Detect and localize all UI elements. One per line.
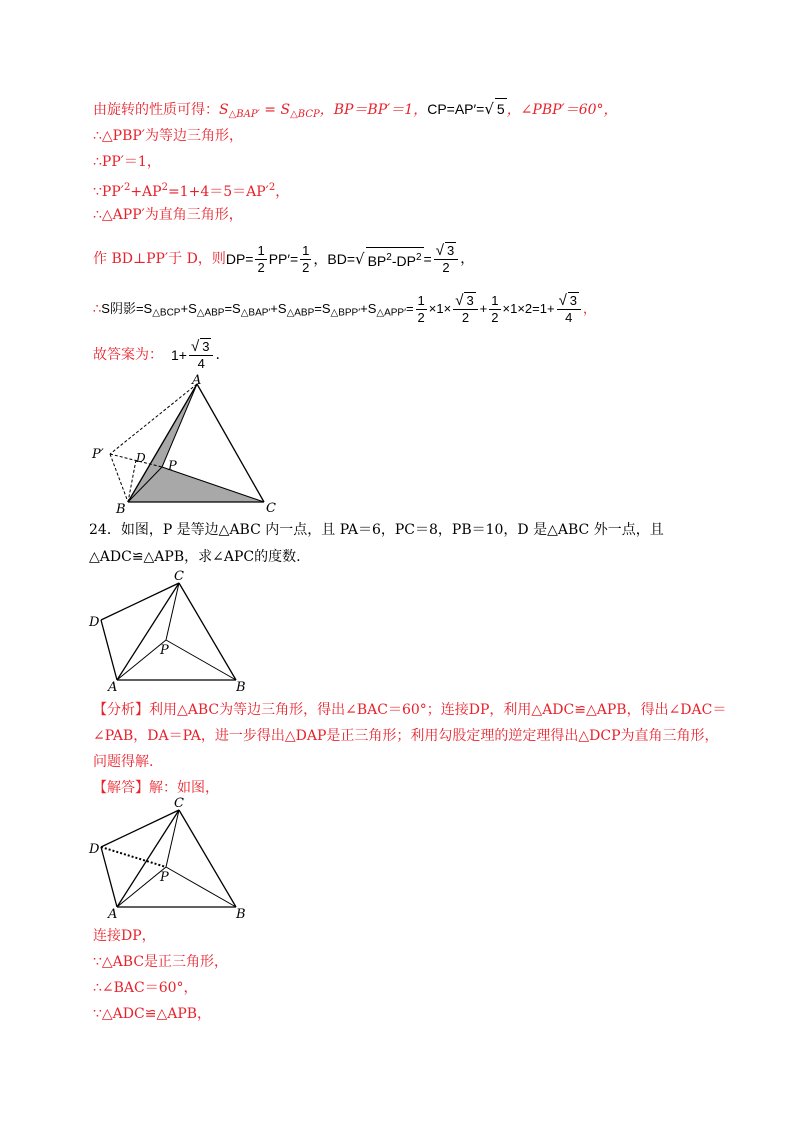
text: 由旋转的性质可得： xyxy=(93,102,219,118)
fraction xyxy=(255,243,266,276)
analysis-line-1: 【分析】利用△ABC为等边三角形，得出∠BAC＝60°；连接DP，利用△ADC≌△APB，得出∠DAC＝ xyxy=(93,702,727,718)
text: S xyxy=(219,102,229,118)
label-p: P xyxy=(160,643,169,658)
denominator: 2 xyxy=(442,260,450,275)
segment-dp-dotted xyxy=(101,847,166,867)
segment-bc xyxy=(179,810,236,907)
text: △BAP′ xyxy=(240,307,271,319)
text: ，BD= xyxy=(313,251,356,267)
solution-line-1 xyxy=(93,98,618,125)
sqrt-icon: √ xyxy=(435,242,444,259)
segment-pc xyxy=(166,810,179,867)
segment-da xyxy=(101,847,117,907)
text: △ABP xyxy=(196,307,225,319)
text: 故答案为： xyxy=(93,347,163,363)
text: BP xyxy=(367,253,387,269)
text: +S xyxy=(180,301,197,316)
solution-line-8 xyxy=(93,338,220,372)
text: +S xyxy=(360,301,377,316)
text: ，∠PBP′＝60°， xyxy=(506,102,618,118)
analysis-line-3: 问题得解. xyxy=(93,754,154,770)
numerator: 3 xyxy=(446,243,455,258)
text: + xyxy=(479,301,488,316)
text: 2 xyxy=(268,182,276,193)
text: =1+4＝5＝AP′ xyxy=(167,184,269,200)
text: CP=AP′= xyxy=(427,101,485,117)
sqrt-icon: √ xyxy=(190,338,200,355)
solution-line-5: ∴△APP′为直角三角形， xyxy=(93,207,243,223)
text: 2 xyxy=(161,182,168,193)
label-d: D xyxy=(89,842,100,857)
label-c: C xyxy=(266,501,276,516)
solution-line-6 xyxy=(93,242,474,276)
text: 作 BD⊥PP′于 D，则 xyxy=(93,251,226,267)
label-c: C xyxy=(174,796,184,811)
label-p: P xyxy=(160,870,169,885)
analysis-line-2: ∠PAB，DA＝PA，进一步得出△DAP是正三角形；利用勾股定理的逆定理得出△DCP为直角三角形， xyxy=(93,728,719,744)
label-d: D xyxy=(136,451,146,465)
text: △BCP xyxy=(152,307,181,319)
text: ×1×2=1+ xyxy=(502,301,555,316)
text: +AP xyxy=(130,184,162,200)
fraction xyxy=(434,242,458,276)
text: -DP xyxy=(391,253,416,269)
question-24-line-1: 24．如图，P 是等边△ABC 内一点，且 PA＝6，PC＝8，PB＝10，D 是△ABC 外一点，且 xyxy=(89,522,664,538)
answer-heading: 【解答】解：如图， xyxy=(93,780,219,796)
text: DP= xyxy=(225,251,254,267)
figure-solution-24 xyxy=(86,795,266,920)
segment-pc xyxy=(166,583,179,640)
label-a: A xyxy=(108,680,118,693)
text: △ABP xyxy=(286,307,315,319)
label-b: B xyxy=(116,502,126,517)
text: = xyxy=(423,251,432,267)
label-p: P xyxy=(168,459,177,474)
text: ∵PP′ xyxy=(93,184,124,200)
solution-line-3: ∴PP′＝1， xyxy=(93,154,161,170)
text: △BPP′ xyxy=(330,307,361,319)
fraction xyxy=(300,243,311,276)
text: △APP′ xyxy=(376,307,406,319)
text: △BCP xyxy=(290,109,320,120)
label-d: D xyxy=(89,615,100,630)
text: ， xyxy=(583,301,597,316)
segment-ap xyxy=(117,640,166,680)
figure-question-24 xyxy=(86,568,266,693)
solution-line-4 xyxy=(93,178,289,202)
text: ×1× xyxy=(428,301,452,316)
numerator: 3 xyxy=(202,339,210,354)
segment-pb xyxy=(166,867,236,907)
segment-ap xyxy=(162,384,197,467)
solution-line-2: ∴△PBP′为等边三角形， xyxy=(93,128,243,144)
segment-bp1-dashed xyxy=(110,454,128,502)
step-line: ∴∠BAC＝60°， xyxy=(93,980,198,996)
denominator: 2 xyxy=(257,259,265,275)
segment-pb xyxy=(166,640,236,680)
denominator: 2 xyxy=(302,259,310,275)
text: +S xyxy=(270,301,287,316)
figure-rotation-triangle xyxy=(80,372,300,522)
segment-da xyxy=(101,620,117,680)
text: =S xyxy=(224,301,241,316)
label-b: B xyxy=(236,680,246,693)
solution-line-7: ∴S阴影$=S_{\triangle BCP}+S_{\triangle ABP}=S_{\triangle BAP'}+S_{\triangle ABP}=S_{\triangle BPP'}+S_{\triangle APP'}=$ $\frac{1}{2}$ ×1× $\frac{√ 3}{2}$ + $\frac{1}{2}$ ×1×2=1+ $\frac{√ 3}{4}$ ， xyxy=(93,292,597,325)
numerator: 1 xyxy=(257,242,265,258)
sqrt-icon: √ xyxy=(484,100,494,118)
text: 5 xyxy=(495,98,507,119)
numerator: 1 xyxy=(302,242,310,258)
label-c: C xyxy=(174,569,184,584)
text: ， xyxy=(275,184,290,200)
label-a: A xyxy=(108,907,118,920)
question-24-line-2: △ADC≌△APB，求∠APC的度数. xyxy=(89,549,301,565)
step-line: ∵△ABC是正三角形， xyxy=(93,954,229,970)
text: PP′= xyxy=(268,251,299,267)
segment-bc xyxy=(179,583,236,680)
step-line: 连接DP， xyxy=(93,928,156,944)
text: = xyxy=(405,301,414,316)
sqrt-icon: √ xyxy=(355,250,365,268)
label-a: A xyxy=(192,373,202,388)
text: = xyxy=(259,102,281,118)
label-p-prime: P′ xyxy=(92,447,104,462)
text: ，BP＝BP′＝1， xyxy=(319,102,428,118)
radicand: $BP^2-DP^2$ xyxy=(366,247,424,271)
step-line: ∵△ADC≌△APB， xyxy=(93,1006,212,1022)
therefore-symbol: ∴ xyxy=(93,301,102,316)
text: S阴影=S xyxy=(101,301,153,316)
fraction xyxy=(189,338,213,372)
text: 1+ xyxy=(171,347,187,363)
label-b: B xyxy=(236,907,246,920)
text: =S xyxy=(314,301,331,316)
segment-ap1-dashed xyxy=(110,384,197,454)
text: . xyxy=(215,347,220,363)
text: 2 xyxy=(123,182,131,193)
text: ， xyxy=(460,251,475,267)
segment-ap xyxy=(117,867,166,907)
text: S xyxy=(280,102,291,118)
denominator: 4 xyxy=(197,356,205,371)
text: △BAP′ xyxy=(228,109,260,120)
